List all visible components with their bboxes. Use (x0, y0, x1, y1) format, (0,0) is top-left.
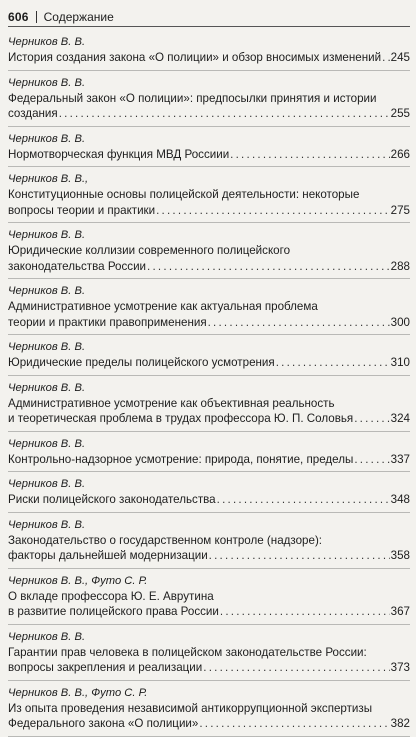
dot-leader (230, 147, 389, 163)
entry-title-last-line (8, 660, 410, 676)
entry-title-line: Конституционные основы полицейской деятельности: некоторые (8, 188, 360, 201)
entry-title-text: Риски полицейского законодательства (8, 493, 216, 506)
entry-page-number: 288 (390, 259, 410, 273)
entry-title-last-line (8, 147, 410, 163)
entry-author: Черников В. В. (8, 478, 86, 490)
dot-leader (59, 106, 390, 122)
dot-leader (217, 492, 390, 508)
toc-entry (8, 223, 410, 279)
entry-title-last-line (8, 604, 410, 620)
entry-title-text: факторы дальнейшей модернизации (8, 549, 208, 562)
entry-page-number: 275 (390, 203, 410, 217)
entry-author: Черников В. В., Футо С. Р. (8, 686, 148, 699)
entry-author: Черников В. В. (8, 630, 86, 643)
entry-title-text: создания (8, 107, 58, 120)
entry-title-last-line (8, 259, 410, 275)
entry-page-number: 245 (390, 51, 410, 64)
entry-title-last-line (8, 452, 410, 468)
entry-title-text: вопросы теории и практики (8, 203, 156, 217)
entry-page-number: 310 (390, 356, 410, 369)
toc-entry (8, 472, 410, 513)
entry-author: Черников В. В. (8, 518, 86, 531)
toc-entry (8, 127, 410, 168)
entry-title-last-line (8, 548, 410, 564)
dot-leader (220, 604, 390, 620)
entry-author: Черников В. В. (8, 132, 86, 145)
entry-page-number: 300 (390, 315, 410, 329)
entry-title-text: и теоретическая проблема в трудах профессора Ю. П. Соловья (8, 412, 354, 425)
toc-entry (8, 335, 410, 376)
dot-leader (354, 452, 389, 468)
entry-title-last-line (8, 203, 410, 219)
entry-author: Черников В. В. (8, 381, 86, 394)
entry-author: Черников В. В. (8, 437, 86, 450)
dot-leader (276, 355, 390, 371)
entry-title-line: Федеральный закон «О полиции»: предпосылки принятия и истории (8, 91, 377, 105)
dot-leader (354, 411, 389, 427)
entry-page-number: 324 (390, 412, 410, 425)
running-header (8, 10, 114, 24)
dot-leader (199, 716, 389, 732)
header-separator (36, 11, 37, 23)
toc-entry (8, 569, 410, 625)
entry-title-text: Нормотворческая функция МВД Россиии (8, 147, 230, 161)
dot-leader (209, 548, 390, 564)
toc-entry (8, 513, 410, 569)
toc-entry (8, 167, 410, 223)
entry-author: Черников В. В. (8, 341, 86, 353)
entry-title-line: Из опыта проведения независимой антикоррупционной экспертизы (8, 701, 373, 715)
entry-title-last-line (8, 411, 410, 427)
entry-author: Черников В. В. (8, 229, 86, 241)
table-of-contents (8, 30, 410, 737)
entry-page-number: 337 (390, 452, 410, 466)
entry-author: Черников В. В., (8, 173, 89, 185)
entry-title-last-line (8, 50, 410, 66)
entry-title-text: теории и практики правоприменения (8, 315, 207, 329)
entry-title-line: Гарантии прав человека в полицейском законодательстве России: (8, 645, 367, 659)
entry-title-last-line (8, 106, 410, 122)
entry-title-last-line (8, 492, 410, 508)
entry-page-number: 255 (390, 107, 410, 120)
entry-title-text: вопросы закрепления и реализации (8, 661, 203, 674)
section-title: Содержание (43, 10, 114, 24)
entry-author: Черников В. В. (8, 36, 86, 48)
entry-page-number: 348 (390, 493, 410, 506)
entry-title-text: в развитие полицейского права России (8, 605, 219, 618)
header-rule (8, 26, 410, 27)
entry-title-last-line (8, 315, 410, 331)
entry-author: Черников В. В. (8, 285, 86, 297)
dot-leader (203, 660, 389, 676)
dot-leader (208, 315, 390, 331)
toc-entry (8, 432, 410, 473)
entry-page-number: 382 (390, 717, 410, 730)
entry-page-number: 367 (390, 605, 410, 618)
dot-leader (382, 50, 390, 66)
entry-page-number: 266 (390, 147, 410, 161)
dot-leader (156, 203, 390, 219)
entry-title-text: Контрольно-надзорное усмотрение: природа, понятие, пределы (8, 452, 354, 466)
toc-entry (8, 625, 410, 681)
entry-title-line: Законодательство о государственном контроле (надзоре): (8, 533, 323, 547)
entry-title-line: О вкладе профессора Ю. Е. Аврутина (8, 589, 214, 603)
entry-title-text: законодательства России (8, 259, 147, 273)
entry-title-last-line (8, 355, 410, 371)
entry-title-line: Административное усмотрение как актуальная проблема (8, 300, 318, 313)
entry-title-line: Административное усмотрение как объективная реальность (8, 396, 335, 410)
toc-entry (8, 376, 410, 432)
toc-entry (8, 681, 410, 737)
entry-title-text: История создания закона «О полиции» и обзор вносимых изменений (8, 51, 382, 64)
page-number: 606 (8, 10, 29, 24)
entry-title-last-line (8, 716, 410, 732)
toc-entry (8, 30, 410, 71)
entry-author: Черников В. В. (8, 76, 86, 89)
toc-entry (8, 279, 410, 335)
entry-page-number: 373 (390, 661, 410, 674)
dot-leader (147, 259, 390, 275)
entry-title-text: Федерального закона «О полиции» (8, 717, 199, 730)
entry-title-text: Юридические пределы полицейского усмотрения (8, 356, 275, 369)
entry-author: Черников В. В., Футо С. Р. (8, 574, 148, 587)
entry-title-line: Юридические коллизии современного полицейского (8, 244, 291, 257)
entry-page-number: 358 (390, 549, 410, 562)
toc-entry (8, 71, 410, 127)
